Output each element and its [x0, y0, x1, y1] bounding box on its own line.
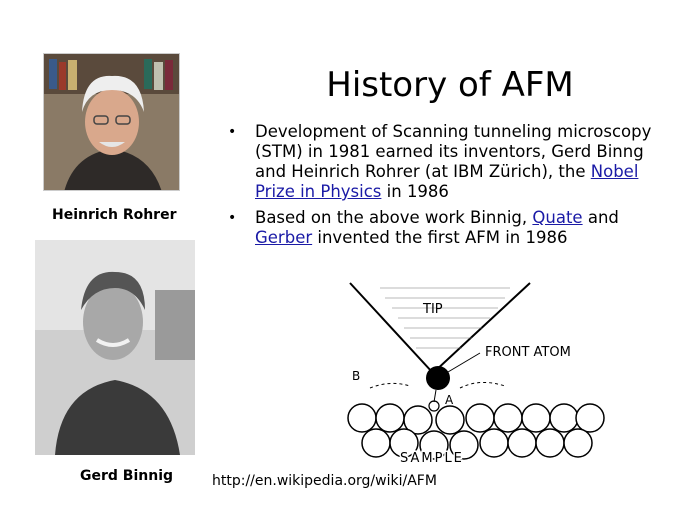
- bullet-text: invented the first AFM in 1986: [312, 228, 568, 247]
- diagram-label-sample: SAMPLE: [400, 451, 464, 466]
- link-gerber[interactable]: Gerber: [255, 228, 313, 247]
- bullet-text: Development of Scanning tunneling microscopy (STM) in 1981 earned its inventors, Gerd Binng and Heinrich Rohrer (at IBM Zürich), the: [255, 122, 652, 181]
- bullet-text: Based on the above work Binnig,: [255, 208, 533, 227]
- diagram-label-tip: TIP: [423, 302, 443, 317]
- bullet-list: [228, 122, 658, 254]
- diagram-label-b: B: [352, 369, 361, 383]
- photo-gerd-binnig: [35, 240, 195, 455]
- diagram-label-front-atom: FRONT ATOM: [485, 345, 571, 360]
- link-quate[interactable]: Quate: [532, 208, 583, 227]
- source-url-link[interactable]: http://en.wikipedia.org/wiki/AFM: [212, 473, 437, 489]
- diagram-label-a: A: [445, 393, 454, 407]
- bullet-text: and: [582, 208, 619, 227]
- link-nobel-prize[interactable]: Nobel Prize in Physics: [255, 162, 639, 201]
- bullet-item: [228, 122, 658, 202]
- afm-tip-diagram: [340, 278, 620, 468]
- slide-title: History of AFM: [326, 64, 574, 105]
- caption-heinrich-rohrer: Heinrich Rohrer: [52, 207, 177, 223]
- bullet-item: [228, 208, 658, 248]
- bullet-dot: •: [228, 210, 237, 226]
- caption-gerd-binnig: Gerd Binnig: [80, 468, 174, 484]
- bullet-text: in 1986: [381, 182, 449, 201]
- bullet-dot: •: [228, 124, 237, 140]
- photo-heinrich-rohrer: [43, 53, 180, 191]
